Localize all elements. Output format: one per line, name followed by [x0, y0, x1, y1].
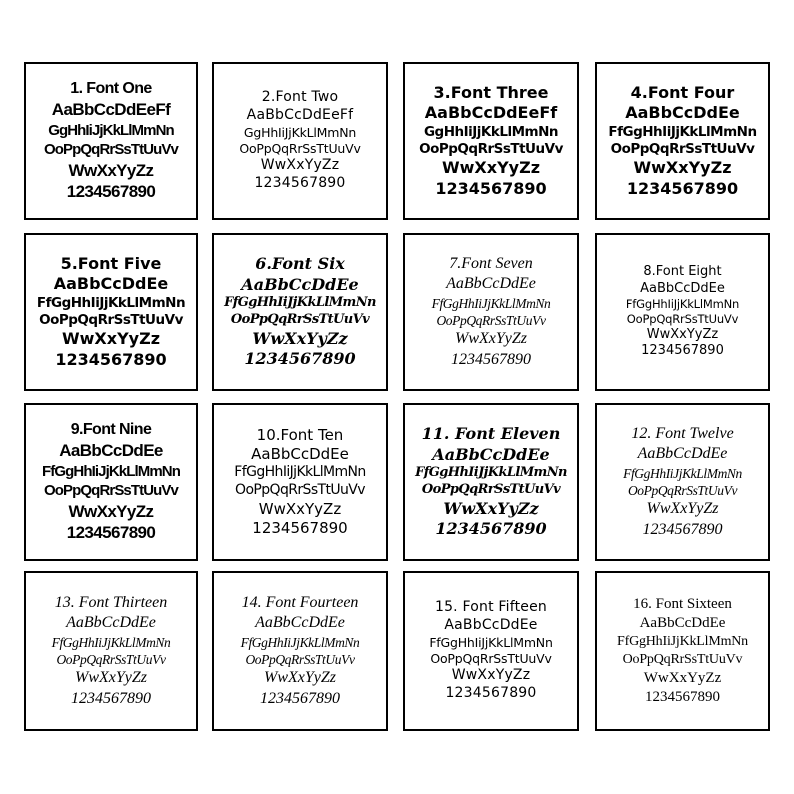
sample-line: OoPpQqRrSsTtUuVv: [622, 652, 743, 667]
sample-line: WwXxYyZz: [451, 667, 531, 683]
sample-line: 1234567890: [252, 519, 348, 538]
sample-line: WwXxYyZz: [75, 669, 147, 687]
font-card-3: [403, 62, 579, 220]
sample-line: WwXxYyZz: [443, 498, 539, 518]
sample-line: FfGgHhIiJjKkLlMmNn: [431, 295, 551, 311]
sample-line: FfGgHhIiJjKkLlMmNn: [617, 634, 748, 650]
sample-line: OoPpQqRrSsTtUuVv: [626, 312, 739, 326]
sample-line: 1234567890: [641, 343, 724, 359]
sample-line: OoPpQqRrSsTtUuVv: [430, 651, 552, 666]
font-title: 12. Font Twelve: [631, 424, 734, 442]
font-card-14: [212, 571, 388, 731]
font-card-1: [24, 62, 198, 220]
sample-line: WwXxYyZz: [646, 500, 719, 518]
sample-line: OoPpQqRrSsTtUuVv: [230, 312, 370, 327]
sample-line: 1234567890: [260, 689, 340, 707]
sample-line: OoPpQqRrSsTtUuVv: [436, 313, 546, 328]
sample-line: 1234567890: [244, 349, 356, 369]
font-card-7: [403, 233, 579, 391]
sample-line: AaBbCcDdEeFf: [246, 107, 354, 124]
sample-line: WwXxYyZz: [61, 329, 160, 349]
sample-line: WwXxYyZz: [68, 501, 154, 521]
sample-line: AaBbCcDdEe: [446, 275, 536, 293]
font-card-16: [595, 571, 770, 731]
sample-line: 1234567890: [435, 178, 547, 198]
sample-line: AaBbCcDdEe: [53, 274, 169, 294]
font-title: 2.Font Two: [261, 89, 339, 106]
font-card-9: [24, 403, 198, 561]
sample-line: GgHhIiJjKkLlMmNn: [423, 123, 559, 140]
font-title: 4.Font Four: [630, 82, 735, 102]
sample-line: OoPpQqRrSsTtUuVv: [627, 483, 738, 498]
font-card-13: [24, 571, 198, 731]
sample-line: FfGgHhIiJjKkLlMmNn: [623, 465, 742, 481]
sample-line: 1234567890: [254, 174, 346, 191]
sample-line: AaBbCcDdEe: [241, 274, 359, 294]
sample-line: AaBbCcDdEe: [637, 445, 728, 463]
font-card-4: [595, 62, 770, 220]
sample-line: OoPpQqRrSsTtUuVv: [44, 141, 178, 159]
font-title: 14. Font Fourteen: [241, 593, 359, 611]
sample-line: AaBbCcDdEe: [255, 614, 345, 632]
sample-line: FfGgHhIiJjKkLlMmNn: [42, 463, 180, 481]
font-title: 3.Font Three: [433, 82, 549, 102]
font-title: 7.Font Seven: [449, 254, 533, 272]
sample-line: 1234567890: [71, 689, 151, 707]
sample-line: OoPpQqRrSsTtUuVv: [44, 482, 178, 500]
sample-line: OoPpQqRrSsTtUuVv: [235, 482, 365, 498]
font-title: 8.Font Eight: [643, 264, 722, 280]
sample-line: OoPpQqRrSsTtUuVv: [245, 652, 355, 667]
sample-line: FfGgHhIiJjKkLlMmNn: [625, 297, 740, 312]
font-title: 11. Font Eleven: [421, 424, 561, 444]
sample-line: FfGgHhIiJjKkLlMmNn: [224, 295, 376, 311]
sample-line: WwXxYyZz: [455, 330, 527, 348]
sample-line: AaBbCcDdEeFf: [51, 100, 171, 120]
sample-line: AaBbCcDdEe: [640, 280, 725, 296]
sample-line: 1234567890: [66, 182, 156, 202]
sample-line: OoPpQqRrSsTtUuVv: [239, 141, 361, 156]
sample-line: AaBbCcDdEe: [251, 444, 349, 463]
sample-line: FfGgHhIiJjKkLlMmNn: [429, 635, 553, 650]
sample-line: 1234567890: [626, 178, 739, 198]
font-title: 13. Font Thirteen: [54, 593, 168, 611]
font-title: 6.Font Six: [255, 254, 345, 274]
sample-line: WwXxYyZz: [260, 157, 340, 173]
sample-line: FfGgHhIiJjKkLlMmNn: [234, 464, 366, 481]
sample-line: OoPpQqRrSsTtUuVv: [610, 141, 755, 157]
sample-line: WwXxYyZz: [264, 669, 336, 687]
sample-line: 1234567890: [435, 519, 547, 539]
sample-line: FfGgHhIiJjKkLlMmNn: [36, 294, 186, 311]
sample-line: 1234567890: [445, 684, 537, 701]
font-title: 10.Font Ten: [256, 425, 344, 444]
sample-line: OoPpQqRrSsTtUuVv: [56, 652, 166, 667]
font-title: 1. Font One: [70, 79, 152, 97]
sample-line: WwXxYyZz: [643, 669, 722, 686]
sample-line: OoPpQqRrSsTtUuVv: [39, 312, 183, 328]
sample-line: AaBbCcDdEe: [625, 103, 740, 123]
sample-line: WwXxYyZz: [441, 158, 540, 178]
sample-line: 1234567890: [645, 689, 720, 706]
font-title: 15. Font Fifteen: [434, 599, 548, 616]
sample-line: AaBbCcDdEe: [639, 614, 726, 631]
sample-line: WwXxYyZz: [258, 499, 342, 518]
font-card-8: [595, 233, 770, 391]
font-card-10: [212, 403, 388, 561]
font-card-2: [212, 62, 388, 220]
sample-line: WwXxYyZz: [68, 160, 154, 180]
sample-line: AaBbCcDdEe: [66, 614, 156, 632]
sample-line: OoPpQqRrSsTtUuVv: [419, 141, 563, 157]
sample-line: GgHhIiJjKkLlMmNn: [243, 125, 357, 140]
sample-line: FfGgHhIiJjKkLlMmNn: [608, 123, 757, 140]
sample-line: AaBbCcDdEe: [432, 444, 550, 464]
sample-line: 1234567890: [66, 523, 156, 543]
sample-line: WwXxYyZz: [633, 158, 732, 178]
sample-line: AaBbCcDdEe: [59, 441, 163, 461]
font-card-6: [212, 233, 388, 391]
sample-line: FfGgHhIiJjKkLlMmNn: [240, 634, 360, 650]
sample-line: GgHhIiJjKkLlMmNn: [48, 122, 174, 140]
font-title: 5.Font Five: [60, 253, 162, 273]
sample-line: 1234567890: [55, 349, 167, 369]
font-title: 16. Font Sixteen: [633, 595, 732, 612]
sample-line: 1234567890: [451, 350, 531, 368]
sample-line: FfGgHhIiJjKkLlMmNn: [51, 634, 171, 650]
sample-line: WwXxYyZz: [252, 328, 348, 348]
sample-line: AaBbCcDdEe: [444, 617, 538, 634]
sample-line: AaBbCcDdEeFf: [424, 103, 558, 123]
font-card-15: [403, 571, 579, 731]
sample-line: FfGgHhIiJjKkLlMmNn: [415, 465, 567, 481]
font-card-12: [595, 403, 770, 561]
font-card-11: [403, 403, 579, 561]
sample-line: 1234567890: [642, 520, 723, 538]
sample-line: WwXxYyZz: [646, 326, 719, 342]
font-card-5: [24, 233, 198, 391]
font-title: 9.Font Nine: [70, 420, 152, 438]
sample-line: OoPpQqRrSsTtUuVv: [421, 482, 561, 497]
